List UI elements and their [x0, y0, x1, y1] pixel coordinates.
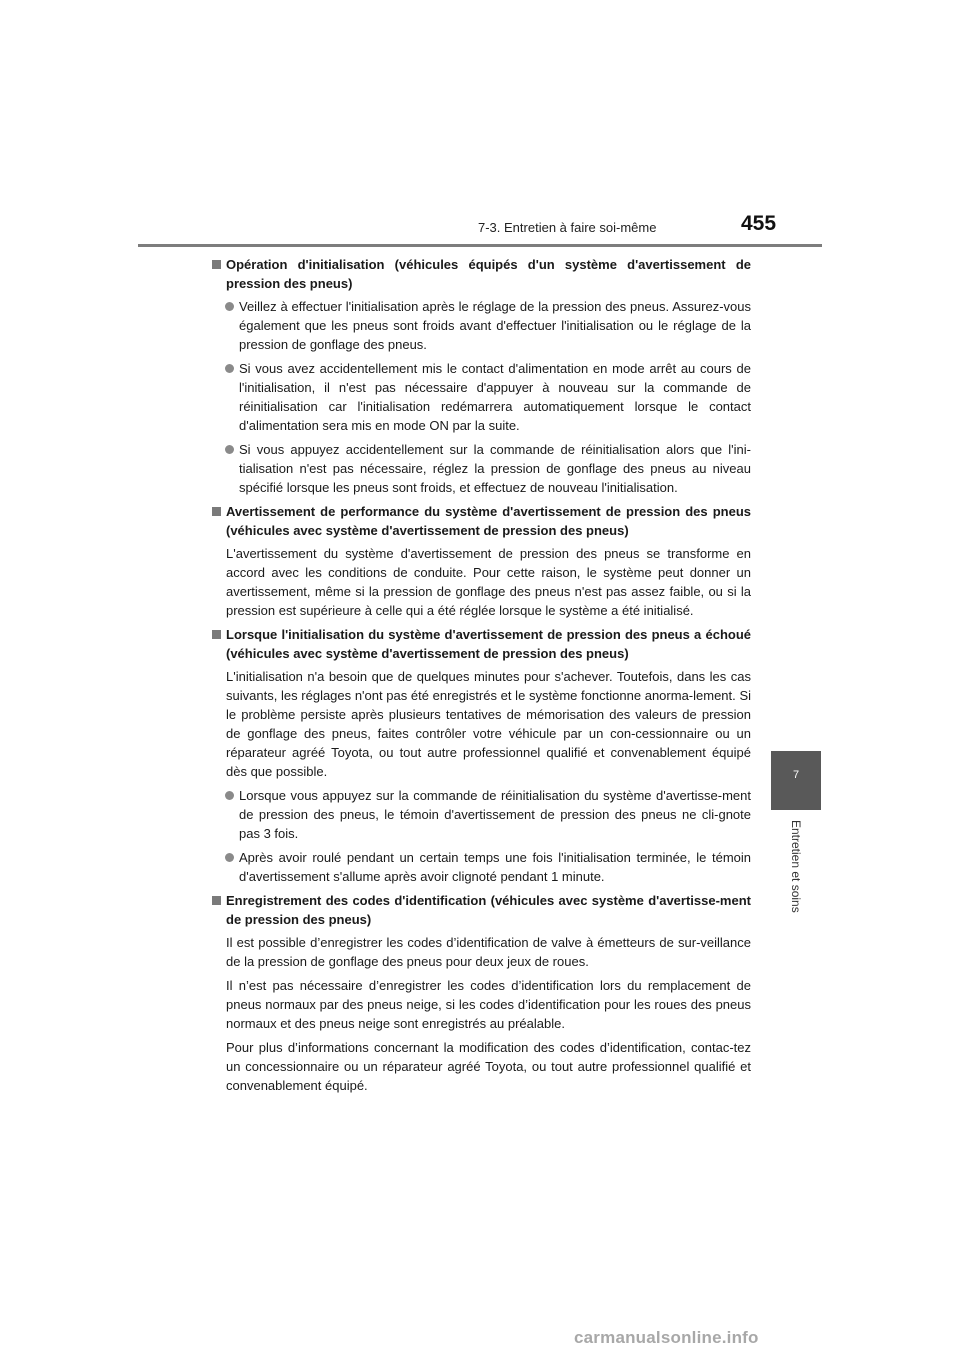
main-content — [211, 255, 751, 1100]
heading-text: Enregistrement des codes d'identification (véhicules avec système d'avertisse-ment de pression des pneus) — [226, 893, 751, 927]
chapter-title-text: Entretien et soins — [789, 820, 803, 913]
bullet-text: Lorsque vous appuyez sur la commande de réinitialisation du système d'avertisse-ment de pression des pneus, le témoin d'avertissement de pression des pneus ne cli-gnote pas 3 fois. — [239, 788, 751, 841]
circle-bullet-icon — [225, 791, 234, 800]
page-number: 455 — [741, 212, 777, 235]
circle-bullet-icon — [225, 302, 234, 311]
section-id-codes — [211, 891, 751, 1095]
circle-bullet-icon — [225, 364, 234, 373]
bullet-item — [211, 786, 751, 843]
square-bullet-icon — [212, 507, 221, 516]
chapter-title — [771, 820, 821, 930]
section-paragraph: L'initialisation n'a besoin que de quelques minutes pour s'achever. Toutefois, dans les cas suivants, les réglages n'ont pas été enregistrés et le système fonctionne anorma-lement. Si le problème persiste après plusieurs tentatives de mémorisation des valeurs de pression de gonflage des pneus, faites contrôler votre véhicule par un con-cessionnaire ou un réparateur agréé Toyota, ou tout autre professionnel qualifié et convenablement équipé dès que possible. — [226, 669, 751, 779]
bullet-item — [211, 359, 751, 435]
watermark: carmanualsonline.info — [574, 1328, 759, 1347]
header-rule — [138, 244, 822, 247]
bullet-item — [211, 440, 751, 497]
bullet-item — [211, 297, 751, 354]
heading-text: Opération d'initialisation (véhicules équipés d'un système d'avertissement de pression des pneus) — [226, 257, 751, 291]
bullet-item — [211, 848, 751, 886]
section-initialisation — [211, 255, 751, 497]
square-bullet-icon — [212, 896, 221, 905]
heading-text: Avertissement de performance du système d'avertissement de pression des pneus (véhicules avec système d'avertissement de pression des pneus) — [226, 504, 751, 538]
bullet-text: Après avoir roulé pendant un certain temps une fois l'initialisation terminée, le témoin d'avertissement s'allume après avoir clignoté pendant 1 minute. — [239, 850, 751, 884]
section-heading — [211, 502, 751, 540]
circle-bullet-icon — [225, 445, 234, 454]
section-heading — [211, 625, 751, 663]
section-initialisation-failed — [211, 625, 751, 886]
chapter-tab — [771, 751, 821, 810]
circle-bullet-icon — [225, 853, 234, 862]
bullet-text: Veillez à effectuer l'initialisation après le réglage de la pression des pneus. Assurez-vous également que les pneus sont froids avant d'effectuer l'initialisation ou le réglage de la pression de gonflage des pneus. — [239, 299, 751, 352]
chapter-number: 7 — [792, 769, 800, 781]
bullet-text: Si vous avez accidentellement mis le contact d'alimentation en mode arrêt au cours de l'initialisation, il n'est pas nécessaire d'appuyer à nouveau sur la commande de réinitialisation car l'initialisation redémarrera automatiquement lorsque le contact d'alimentation sera mis en mode ON par la suite. — [239, 361, 751, 433]
section-heading — [211, 255, 751, 293]
section-paragraph: Pour plus d’informations concernant la modification des codes d’identification, contac-tez un concessionnaire ou un réparateur agréé Toyota, ou tout autre professionnel qualifié et convenablement équipé. — [226, 1040, 751, 1093]
bullet-text: Si vous appuyez accidentellement sur la commande de réinitialisation alors que l'ini-tialisation n'est pas nécessaire, réglez la pression de gonflage des pneus au niveau spécifié lorsque les pneus sont froids, et effectuez de nouveau l'initialisation. — [239, 442, 751, 495]
square-bullet-icon — [212, 260, 221, 269]
heading-text: Lorsque l'initialisation du système d'avertissement de pression des pneus a échoué (véhicules avec système d'avertissement de pression des pneus) — [226, 627, 751, 661]
section-heading — [211, 891, 751, 929]
section-performance-warning — [211, 502, 751, 620]
header-section-title: 7-3. Entretien à faire soi-même — [478, 220, 657, 235]
section-paragraph: L'avertissement du système d'avertissement de pression des pneus se transforme en accord avec les conditions de conduite. Pour cette raison, le système peut donner un avertissement, même si la pression de gonflage des pneus n'est pas assez faible, ou si la pression est supérieure à celle qui a été réglée lorsque le système a été initialisé. — [226, 546, 751, 618]
square-bullet-icon — [212, 630, 221, 639]
section-paragraph: Il n’est pas nécessaire d’enregistrer les codes d’identification lors du remplacement de pneus normaux par des pneus neige, si les codes d’identification pour les roues des pneus normaux et des pneus neige sont enregistrés au préalable. — [226, 978, 751, 1031]
section-paragraph: Il est possible d’enregistrer les codes d’identification de valve à émetteurs de sur-veillance de la pression de gonflage des pneus pour deux jeux de roues. — [226, 935, 751, 969]
